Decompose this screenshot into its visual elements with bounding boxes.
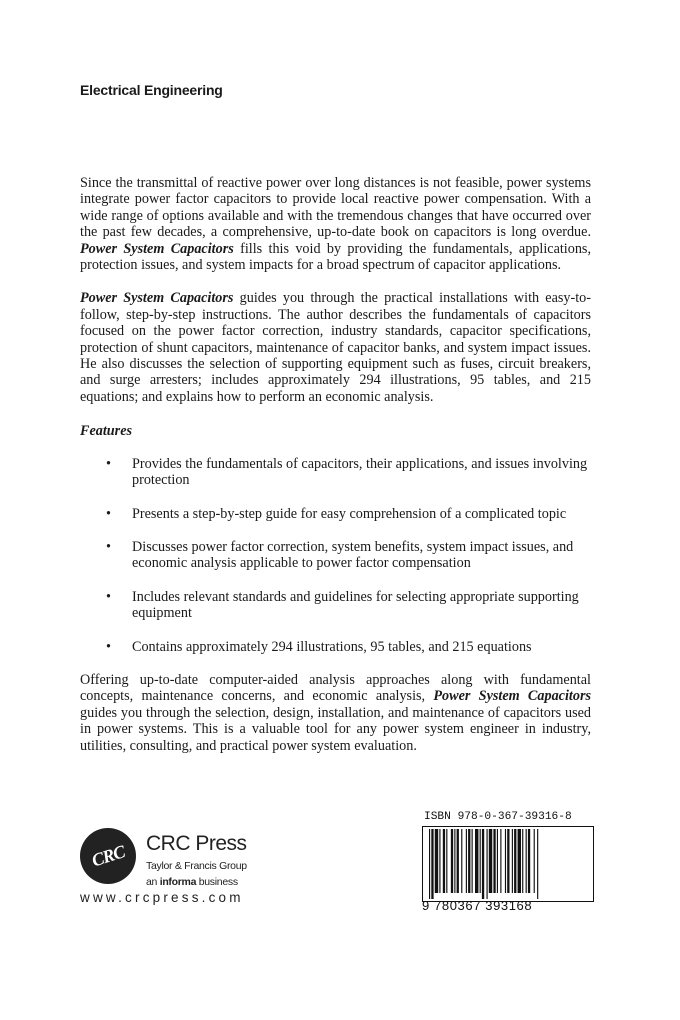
barcode-bar bbox=[435, 829, 438, 893]
description-paragraph bbox=[80, 290, 591, 405]
barcode-bar bbox=[522, 829, 523, 893]
list-item bbox=[80, 589, 591, 622]
barcode-bar bbox=[518, 829, 521, 893]
bullet-icon: • bbox=[106, 638, 111, 655]
barcode-bar bbox=[446, 829, 447, 893]
bullet-icon: • bbox=[106, 588, 111, 605]
barcode-bar bbox=[497, 829, 498, 893]
description-book-title: Power System Capacitors bbox=[80, 290, 234, 307]
barcode-bar bbox=[461, 829, 462, 893]
intro-text-part2: fills this void by providing the fundamentals, applications, protection issues, and system impacts for a broad spectrum of capacitor applications. bbox=[80, 240, 592, 274]
barcode-bar bbox=[451, 829, 453, 893]
barcode-bar bbox=[505, 829, 506, 893]
isbn-label: ISBN 978-0-367-39316-8 bbox=[424, 811, 572, 823]
barcode-bar bbox=[482, 829, 484, 899]
barcode-bar bbox=[528, 829, 530, 893]
barcode-bar bbox=[454, 829, 455, 893]
tagline-brand: informa bbox=[159, 876, 197, 888]
barcode-bar bbox=[431, 829, 433, 899]
barcode-bars bbox=[423, 827, 593, 901]
barcode-bar bbox=[514, 829, 516, 893]
closing-book-title: Power System Capacitors bbox=[433, 688, 591, 705]
crc-logo-text: CRC bbox=[89, 840, 127, 871]
feature-text: Provides the fundamentals of capacitors, their applications, and issues involving protection bbox=[132, 455, 588, 489]
list-item bbox=[80, 506, 591, 522]
bullet-icon: • bbox=[106, 538, 111, 555]
publisher-tagline bbox=[146, 876, 238, 888]
tagline-prefix: an bbox=[146, 876, 160, 888]
barcode-bar bbox=[457, 829, 459, 893]
publisher-group: Taylor & Francis Group bbox=[146, 860, 247, 872]
intro-book-title: Power System Capacitors bbox=[80, 240, 234, 257]
feature-text: Contains approximately 294 illustrations, 95 tables, and 215 equations bbox=[132, 638, 532, 655]
barcode-icon bbox=[422, 826, 594, 902]
list-item bbox=[80, 456, 591, 489]
barcode-bar bbox=[493, 829, 495, 893]
barcode-bar bbox=[443, 829, 445, 893]
bullet-icon: • bbox=[106, 505, 111, 522]
barcode-bar bbox=[480, 829, 481, 893]
barcode-bar bbox=[537, 829, 538, 899]
barcode-bar bbox=[475, 829, 478, 893]
bullet-icon: • bbox=[106, 455, 111, 472]
barcode-bar bbox=[489, 829, 492, 893]
intro-text-part1: Since the transmittal of reactive power over long distances is not feasible, power systems integrate power factor capacitors to provide local reactive power compensation. With a wide range of options available and with the tremendous changes that have occurred over the past few decades, a comprehensive, up-to-date book on capacitors is long overdue. bbox=[80, 175, 591, 241]
barcode-bar bbox=[507, 829, 509, 893]
closing-text-part2: guides you through the selection, design, installation, and maintenance of capacitors used in power systems. This is a valuable tool for any power system engineer in industry, utilities, consulting, and practical power system evaluation. bbox=[80, 704, 591, 754]
closing-paragraph bbox=[80, 672, 591, 754]
closing-text-part1: Offering up-to-date computer-aided analysis approaches along with fundamental concepts, maintenance concerns, and economic analysis, bbox=[80, 671, 591, 705]
isbn-barcode-block bbox=[422, 811, 594, 915]
barcode-bar bbox=[429, 829, 430, 899]
publisher-name: CRC Press bbox=[146, 832, 247, 855]
back-cover-text bbox=[80, 175, 591, 754]
barcode-bar bbox=[512, 829, 513, 893]
barcode-bar bbox=[439, 829, 440, 893]
barcode-bar bbox=[472, 829, 473, 893]
feature-text: Includes relevant standards and guidelines for selecting appropriate supporting equipment bbox=[132, 588, 579, 622]
isbn-digits: 9 780367 393168 bbox=[422, 898, 533, 913]
features-heading: Features bbox=[80, 423, 133, 440]
barcode-bar bbox=[487, 829, 488, 899]
barcode-bar bbox=[534, 829, 535, 893]
tagline-suffix: business bbox=[196, 876, 238, 888]
features-list bbox=[80, 456, 591, 655]
list-item bbox=[80, 639, 591, 655]
feature-text: Presents a step-by-step guide for easy comprehension of a complicated topic bbox=[132, 505, 567, 522]
barcode-bar bbox=[500, 829, 501, 893]
barcode-bar bbox=[526, 829, 527, 893]
description-text: guides you through the practical installations with easy-to-follow, step-by-step instructions. The author describes the fundamentals of capacitors focused on the power factor correction, industry standards, capacitor specifications, protection of shunt capacitors, maintenance of capacitor banks, and system impact issues. He also discusses the selection of supporting equipment such as fuses, circuit breakers, and surge arresters; includes approximately 294 illustrations, 95 tables, and 215 equations; and explains how to perform an economic analysis. bbox=[80, 290, 591, 405]
barcode-bar bbox=[468, 829, 470, 893]
list-item bbox=[80, 539, 591, 572]
feature-text: Discusses power factor correction, system benefits, system impact issues, and economic analysis applicable to power factor compensation bbox=[132, 538, 574, 572]
publisher-website: www.crcpress.com bbox=[80, 890, 244, 905]
barcode-bar bbox=[466, 829, 467, 893]
intro-paragraph bbox=[80, 175, 591, 273]
category-label: Electrical Engineering bbox=[80, 82, 223, 98]
